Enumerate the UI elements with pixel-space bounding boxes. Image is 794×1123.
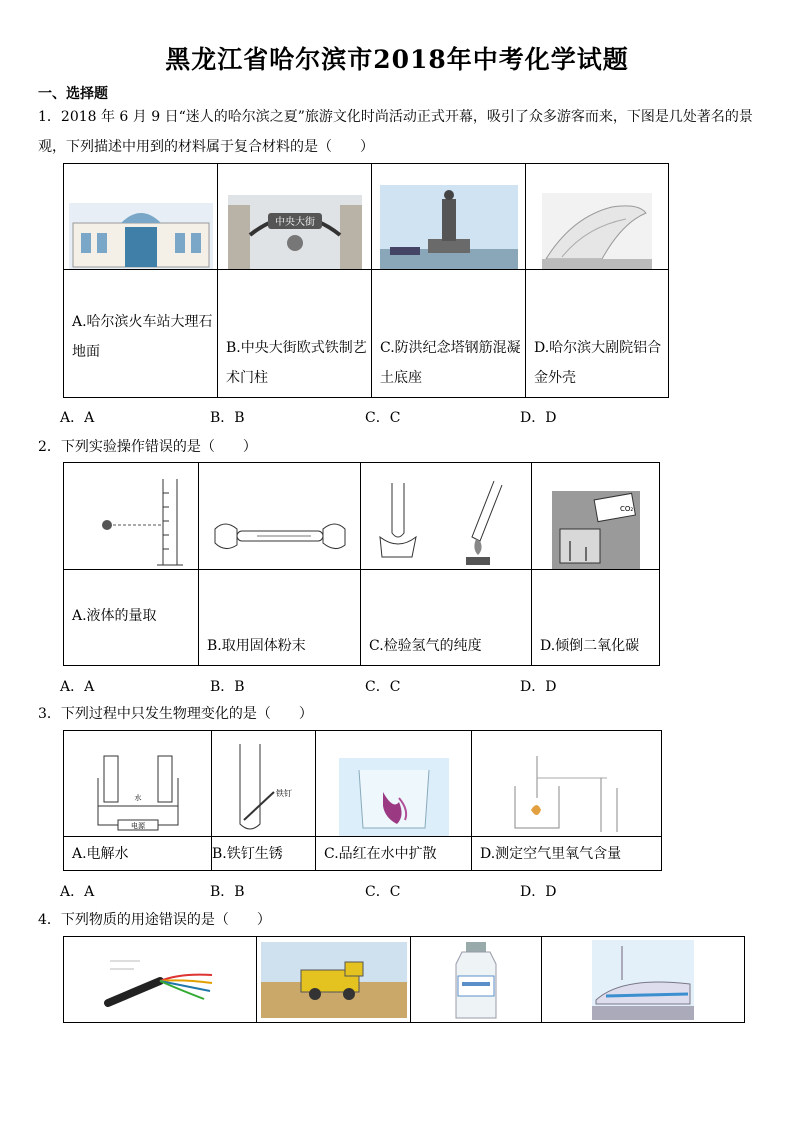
q3-label-d: D.测定空气里氧气含量 <box>472 837 662 871</box>
q3-option-d[interactable]: D．D <box>520 884 557 900</box>
q2-image-b <box>199 463 361 570</box>
q1-option-a[interactable]: A．A <box>60 410 95 426</box>
test-tube-powder-icon <box>207 499 353 569</box>
page-title: 黑龙江省哈尔滨市2018年中考化学试题 <box>165 45 629 74</box>
q1-option-c[interactable]: C．C <box>365 410 401 426</box>
pour-co2-icon <box>552 491 640 569</box>
q3-image-d <box>472 731 662 837</box>
question-3-table <box>63 730 662 871</box>
power-label: 电源 <box>130 822 145 830</box>
q2-image-d <box>532 463 660 570</box>
section-heading: 一、选择题 <box>38 86 108 102</box>
rusting-nail-icon <box>224 740 304 836</box>
harvester-field-icon <box>261 942 407 1018</box>
q3-label-b: B.铁钉生锈 <box>212 837 316 871</box>
q1-image-d <box>526 164 669 270</box>
question-4-text: 4．下列物质的用途错误的是（ ） <box>38 912 271 928</box>
q1-label-d: D.哈尔滨大剧院铝合金外壳 <box>526 270 669 398</box>
question-2-table <box>63 462 660 666</box>
q2-label-d: D.倾倒二氧化碳 <box>532 570 660 666</box>
hydrogen-purity-test-icon <box>368 477 524 569</box>
q3-option-c[interactable]: C．C <box>365 884 401 900</box>
question-1-table <box>63 163 669 398</box>
question-3-text: 3．下列过程中只发生物理变化的是（ ） <box>38 706 313 722</box>
oxygen-content-apparatus-icon <box>497 748 637 836</box>
electrolysis-apparatus-icon <box>78 748 198 836</box>
q3-label-a: A.电解水 <box>64 837 212 871</box>
q2-option-b[interactable]: B．B <box>210 679 245 695</box>
q2-option-d[interactable]: D．D <box>520 679 557 695</box>
q1-image-b <box>218 164 372 270</box>
electric-cable-icon <box>100 949 220 1011</box>
q2-image-a <box>64 463 199 570</box>
graduated-cylinder-icon <box>71 473 191 569</box>
q4-image-c <box>411 937 542 1023</box>
q3-option-a[interactable]: A．A <box>60 884 95 900</box>
question-2-text: 2．下列实验操作错误的是（ ） <box>38 439 257 455</box>
q2-option-c[interactable]: C．C <box>365 679 401 695</box>
q2-option-a[interactable]: A．A <box>60 679 95 695</box>
flood-memorial-tower-icon <box>380 185 518 269</box>
railway-station-icon <box>69 203 213 269</box>
q1-label-b: B.中央大街欧式铁制艺术门柱 <box>218 270 372 398</box>
q3-image-b <box>212 731 316 837</box>
gate-sign-text: 中央大街 <box>274 217 315 228</box>
nail-label: 铁钉 <box>275 789 292 798</box>
q2-label-c: C.检验氢气的纯度 <box>361 570 532 666</box>
magenta-diffusion-icon <box>339 758 449 836</box>
medical-bottle-icon <box>444 940 508 1020</box>
q1-option-b[interactable]: B．B <box>210 410 245 426</box>
water-label: 水 <box>134 794 141 802</box>
q1-image-c <box>372 164 526 270</box>
question-4-table <box>63 936 745 1023</box>
question-1-text: 1．2018 年 6 月 9 日“迷人的哈尔滨之夏”旅游文化时尚活动正式开幕，吸引了众多游客而来，下图是几处著名的景观，下列描述中用到的材料属于复合材料的是（ ） <box>38 109 753 155</box>
maglev-train-icon <box>592 940 694 1020</box>
q3-image-c <box>316 731 472 837</box>
q1-label-a: A.哈尔滨火车站大理石地面 <box>64 270 218 398</box>
q2-label-b: B.取用固体粉末 <box>199 570 361 666</box>
q2-image-c <box>361 463 532 570</box>
grand-theatre-icon <box>542 193 652 269</box>
q4-image-b <box>257 937 411 1023</box>
q1-image-a <box>64 164 218 270</box>
q4-image-d <box>542 937 745 1023</box>
q1-label-c: C.防洪纪念塔钢筋混凝土底座 <box>372 270 526 398</box>
q3-label-c: C.品红在水中扩散 <box>316 837 472 871</box>
co2-label: CO₂ <box>619 505 633 513</box>
q2-label-a: A.液体的量取 <box>64 570 199 666</box>
q1-option-d[interactable]: D．D <box>520 410 557 426</box>
central-street-gate-icon <box>228 195 362 269</box>
q3-image-a <box>64 731 212 837</box>
q3-option-b[interactable]: B．B <box>210 884 245 900</box>
q4-image-a <box>64 937 257 1023</box>
